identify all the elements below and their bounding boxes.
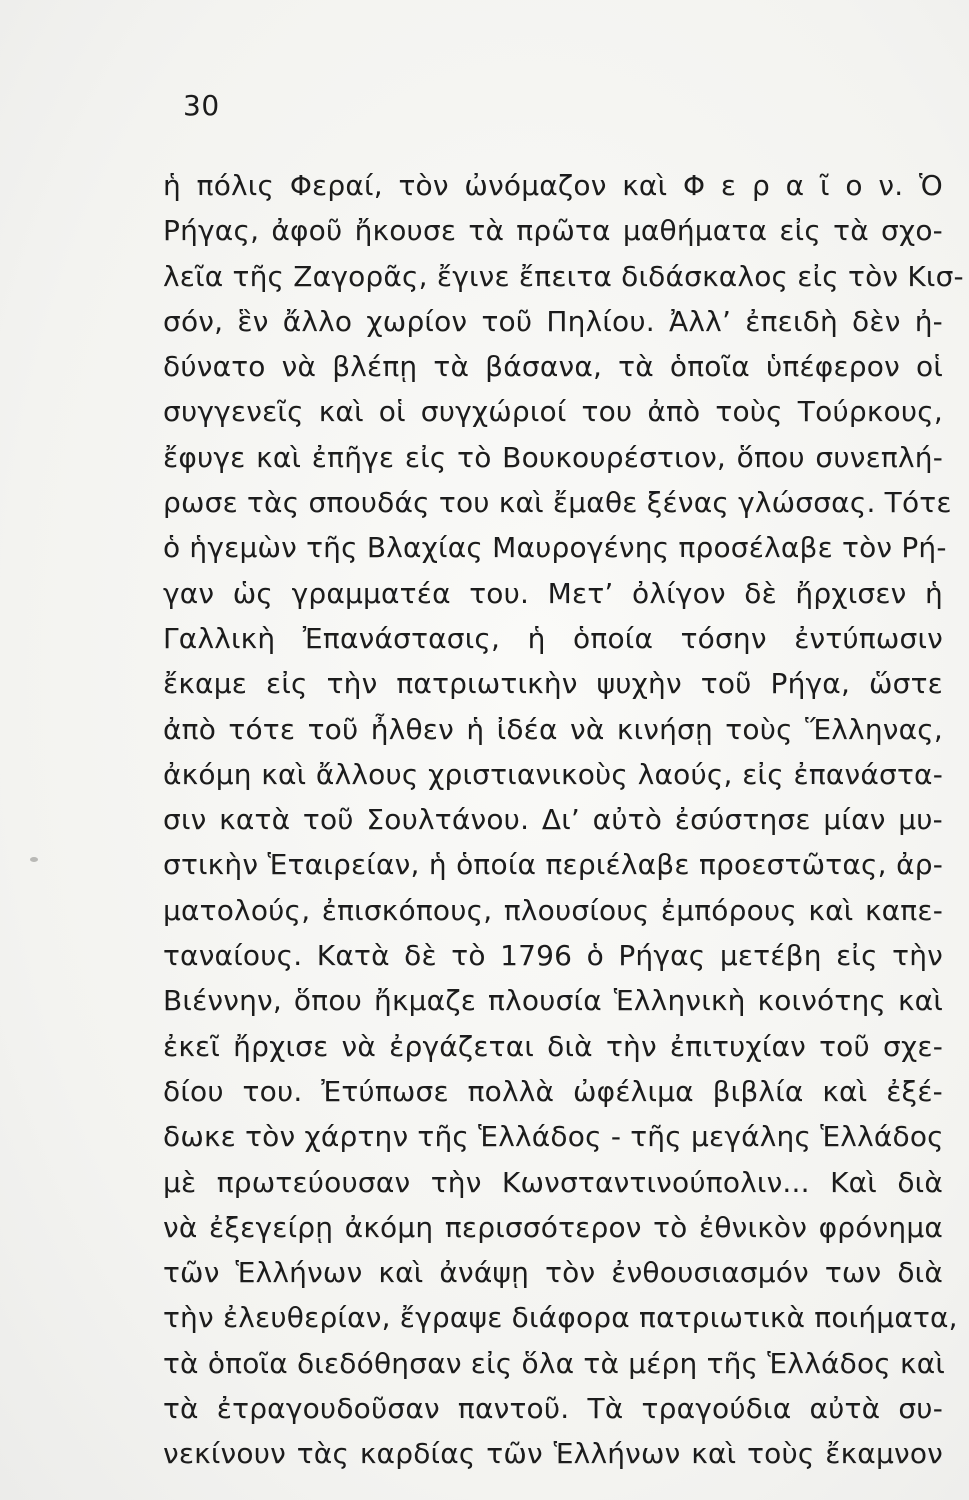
paper-speck bbox=[30, 857, 38, 862]
text-line: Γαλλικὴ Ἐπανάστασις, ἡ ὁποία τόσην ἐντύπωσιν bbox=[163, 621, 943, 655]
text-line: ρωσε τὰς σπουδάς του καὶ ἔμαθε ξένας γλώσσας. Τότε bbox=[163, 486, 952, 520]
text-line: ταναίους. Κατὰ δὲ τὸ 1796 ὁ Ρήγας μετέβη εἰς τὴν bbox=[163, 939, 943, 973]
text-line: νὰ ἐξεγείρῃ ἀκόμη περισσότερον τὸ ἐθνικὸν φρόνημα bbox=[163, 1210, 943, 1244]
text-line: ἀπὸ τότε τοῦ ἦλθεν ἡ ἰδέα νὰ κινήσῃ τοὺς Ἕλληνας, bbox=[163, 712, 943, 746]
text-line: ὁ ἡγεμὼν τῆς Βλαχίας Μαυρογένης προσέλαβε τὸν Ρή- bbox=[163, 531, 947, 565]
text-line: ἐκεῖ ἤρχισε νὰ ἐργάζεται διὰ τὴν ἐπιτυχίαν τοῦ σχε- bbox=[163, 1029, 943, 1063]
text-line: δωκε τὸν χάρτην τῆς Ἑλλάδος - τῆς μεγάλης Ἑλλάδος bbox=[163, 1120, 944, 1154]
text-line: ἔφυγε καὶ ἐπῆγε εἰς τὸ Βουκουρέστιον, ὅπου συνεπλή- bbox=[163, 440, 943, 474]
text-line: τῶν Ἑλλήνων καὶ ἀνάψῃ τὸν ἐνθουσιασμόν των διὰ bbox=[163, 1256, 943, 1290]
text-line: τὰ ὁποῖα διεδόθησαν εἰς ὅλα τὰ μέρη τῆς Ἑλλάδος καὶ bbox=[163, 1346, 946, 1380]
text-line: ἡ πόλις Φεραί, τὸν ὠνόμαζον καὶ Φ ε ρ α ῖ ο ν. Ὁ bbox=[163, 169, 943, 202]
text-line: γαν ὡς γραμματέα του. Μετ’ ὀλίγον δὲ ἤρχισεν ἡ bbox=[163, 576, 943, 610]
text-line: στικὴν Ἑταιρείαν, ἡ ὁποία περιέλαβε προεστῶτας, ἀρ- bbox=[163, 848, 943, 882]
text-line: σόν, ἓν ἄλλο χωρίον τοῦ Πηλίου. Ἀλλ’ ἐπειδὴ δὲν ἠ- bbox=[163, 304, 943, 338]
text-line: μὲ πρωτεύουσαν τὴν Κωνσταντινούπολιν... Καὶ διὰ bbox=[163, 1165, 943, 1199]
page-number: 30 bbox=[183, 89, 220, 122]
text-line: Ρήγας, ἀφοῦ ἤκουσε τὰ πρῶτα μαθήματα εἰς τὰ σχο- bbox=[163, 214, 943, 248]
text-line: λεῖα τῆς Ζαγορᾶς, ἔγινε ἔπειτα διδάσκαλος εἰς τὸν Κισ- bbox=[163, 259, 964, 293]
text-line: ἀκόμη καὶ ἄλλους χριστιανικοὺς λαούς, εἰς ἐπανάστα- bbox=[163, 757, 943, 791]
body-text bbox=[163, 163, 964, 1477]
text-line: ἔκαμε εἰς τὴν πατριωτικὴν ψυχὴν τοῦ Ρήγα, ὥστε bbox=[163, 667, 943, 701]
text-line: Βιέννην, ὅπου ἤκμαζε πλουσία Ἑλληνικὴ κοινότης καὶ bbox=[163, 984, 943, 1018]
text-line: σιν κατὰ τοῦ Σουλτάνου. Δι’ αὐτὸ ἐσύστησε μίαν μυ- bbox=[163, 803, 943, 837]
text-line: συγγενεῖς καὶ οἱ συγχώριοί του ἀπὸ τοὺς Τούρκους, bbox=[163, 395, 943, 429]
text-line: τὰ ἐτραγουδοῦσαν παντοῦ. Τὰ τραγούδια αὐτὰ συ- bbox=[163, 1392, 943, 1426]
text-line: ματολούς, ἐπισκόπους, πλουσίους ἐμπόρους καὶ καπε- bbox=[163, 893, 943, 927]
text-line: δίου του. Ἐτύπωσε πολλὰ ὠφέλιμα βιβλία καὶ ἐξέ- bbox=[163, 1074, 943, 1108]
text-line: τὴν ἐλευθερίαν, ἔγραψε διάφορα πατριωτικὰ ποιήματα, bbox=[163, 1301, 958, 1335]
text-line: δύνατο νὰ βλέπῃ τὰ βάσανα, τὰ ὁποῖα ὑπέφερον οἱ bbox=[163, 350, 943, 384]
text-line: νεκίνουν τὰς καρδίας τῶν Ἑλλήνων καὶ τοὺς ἔκαμνον bbox=[163, 1437, 943, 1471]
